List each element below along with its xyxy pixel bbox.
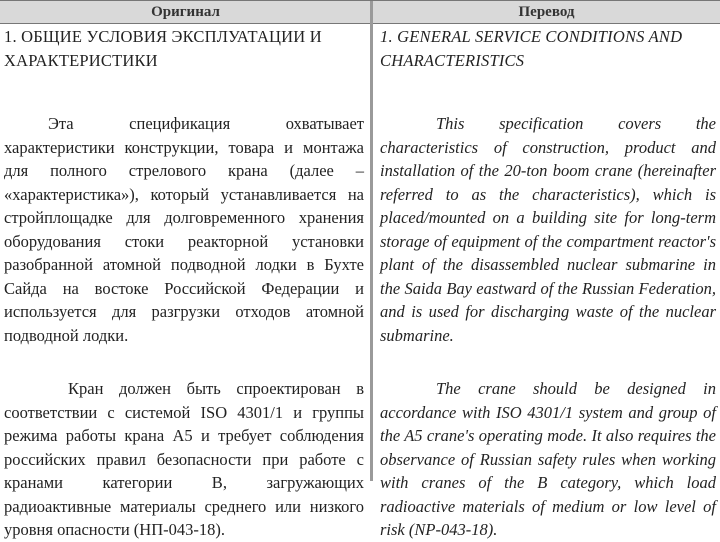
- translation-section-title: 1. GENERAL SERVICE CONDITIONS AND CHARACTERISTICS: [380, 27, 683, 70]
- original-column: [0, 25, 368, 539]
- header-translation: Перевод: [518, 4, 575, 20]
- header-original: Оригинал: [151, 4, 220, 20]
- table-header-row: [0, 1, 720, 24]
- original-section-title: 1. ОБЩИЕ УСЛОВИЯ ЭКСПЛУАТАЦИИ И ХАРАКТЕРИСТИКИ: [4, 27, 322, 70]
- original-paragraph-2: Кран должен быть спроектирован в соответствии с системой ISO 4301/1 и группы режима работы крана A5 и требует соблюдения российских правил безопасности при работе с кранами категории B, загружающих радиоактивные материалы среднего или низкого уровня опасности (НП-043-18).: [4, 379, 364, 539]
- translation-paragraph-1: This specification covers the characteristics of construction, product and installation of the 20-ton boom crane (hereinafter referred to as the characteristics), which is placed/mounted on a building site for long-term storage of equipment of the compartment reactor's plant of the disassembled nuclear submarine in the Saida Bay eastward of the Russian Federation, and is used for discharging waste of the nuclear submarine.: [380, 114, 716, 345]
- original-paragraph-1: Эта спецификация охватывает характеристики конструкции, товара и монтажа для полного стрелового крана (далее – «характеристика»), который устанавливается на стройплощадке для долговременного хранения оборудования стоки реакторной установки разобранной атомной подводной лодки в Бухте Сайда на востоке Российской Федерации и используется для разгрузки отходов атомной подводной лодки.: [4, 114, 364, 345]
- column-divider: [370, 1, 373, 481]
- translation-column: [376, 25, 720, 539]
- translation-paragraph-2: The crane should be designed in accordance with ISO 4301/1 system and group of the A5 crane's operating mode. It also requires the observance of Russian safety rules when working with cranes of the B category, which load radioactive materials of medium or low level of risk (NP-043-18).: [380, 379, 716, 539]
